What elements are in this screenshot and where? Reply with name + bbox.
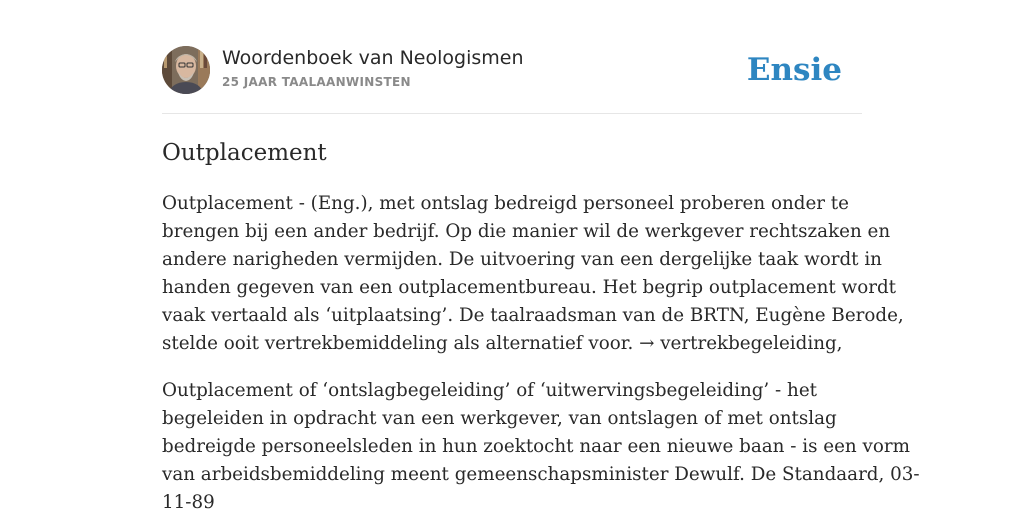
paragraph-line-text: stelde ooit vertrekbemiddeling als alternatief voor. bbox=[162, 333, 634, 354]
paragraph-line-last bbox=[162, 330, 862, 358]
ensie-logo-link[interactable]: Ensie bbox=[746, 52, 842, 88]
site-header bbox=[162, 46, 862, 96]
author-portrait-icon bbox=[162, 46, 210, 94]
entry-title: Outplacement bbox=[162, 140, 327, 166]
arrow-right-icon: → bbox=[639, 333, 655, 354]
trailing-punctuation: , bbox=[836, 333, 843, 354]
paragraph-line: vaak vertaald als ‘uitplaatsing’. De taalraadsman van de BRTN, Eugène Berode, bbox=[162, 305, 904, 326]
paragraph-line: begeleiden in opdracht van een werkgever, van ontslagen of met ontslag bbox=[162, 408, 837, 429]
paragraph-line: Outplacement - (Eng.), met ontslag bedreigd personeel proberen onder te bbox=[162, 193, 849, 214]
site-subtitle: 25 JAAR TAALAANWINSTEN bbox=[222, 75, 411, 89]
paragraph-line: handen gegeven van een outplacementbureau. Het begrip outplacement wordt bbox=[162, 277, 896, 298]
paragraph-line: brengen bij een ander bedrijf. Op die manier wil de werkgever rechtszaken en bbox=[162, 221, 891, 242]
definition-paragraph-1 bbox=[162, 190, 904, 358]
paragraph-line: bedreigde personeelsleden in hun zoektocht naar een nieuwe baan - is een vorm bbox=[162, 436, 910, 457]
header-divider bbox=[162, 113, 862, 114]
definition-paragraph-2 bbox=[162, 377, 920, 517]
site-title[interactable]: Woordenboek van Neologismen bbox=[222, 47, 524, 69]
paragraph-line: andere narigheden vermijden. De uitvoering van een dergelijke taak wordt in bbox=[162, 249, 882, 270]
paragraph-line: van arbeidsbemiddeling meent gemeenschapsminister Dewulf. De Standaard, 03- bbox=[162, 464, 920, 485]
avatar[interactable] bbox=[162, 46, 210, 94]
paragraph-line: 11-89 bbox=[162, 492, 215, 513]
paragraph-line: Outplacement of ‘ontslagbegeleiding’ of ‘uitwervingsbegeleiding’ - het bbox=[162, 380, 817, 401]
crossref-link-vertrekbegeleiding[interactable]: vertrekbegeleiding bbox=[660, 333, 837, 354]
